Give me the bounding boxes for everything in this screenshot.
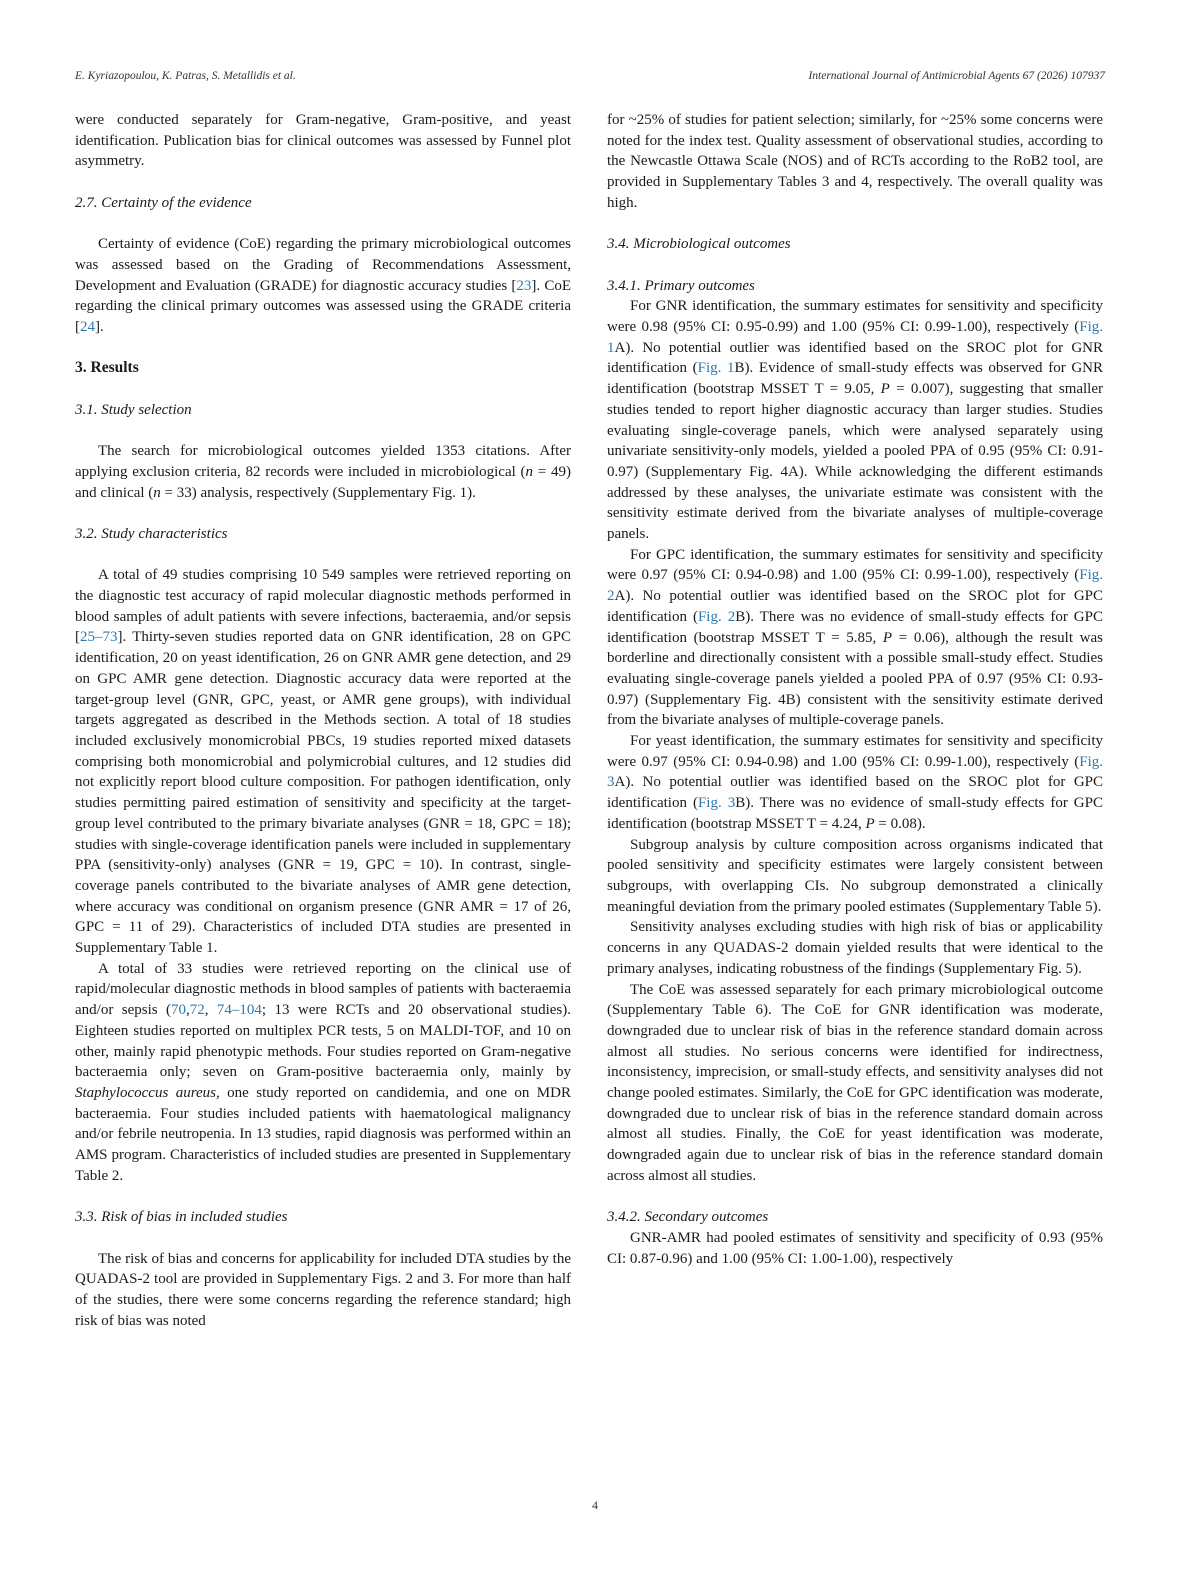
fig-link-3a[interactable]: Fig. 3	[607, 753, 1103, 791]
heading-3-4: 3.4. Microbiological outcomes	[607, 236, 791, 253]
paragraph-risk-of-bias: The risk of bias and concerns for applicability for included DTA studies by the QUADAS-2 tool are provided in Supplementary Figs. 2 and 3. For more than half of the studies, there were some concerns regarding the reference standard; high risk of bias was noted	[75, 1250, 571, 1329]
ref-link-74-104[interactable]: 74–104	[216, 1002, 262, 1019]
ref-link-23[interactable]: 23	[516, 277, 532, 294]
ref-link-70[interactable]: 70	[171, 1002, 186, 1019]
paragraph-clinical-studies: A total of 33 studies were retrieved reporting on the clinical use of rapid/molecular diagnostic methods in blood samples of patients with bacteraemia and/or sepsis (70,72, 74–104; 13 were RCTs and 20 observational studies). Eighteen studies reported on multiplex PCR tests, 5 on MALDI-TOF, and 10 on other, mainly rapid phenotypic methods. Four studies reported on Gram-negative bacteraemia only; seven on Gram-positive bacteraemia only, mainly by Staphylococcus aureus, one study reported on candidemia, and one on MDR bacteraemia. Four studies included patients with haematological malignancy and/or febrile neutropenia. In 13 studies, rapid diagnosis was performed within an AMS program. Characteristics of included studies are presented in Supplementary Table 2.	[75, 960, 572, 1184]
heading-3-4-1: 3.4.1. Primary outcomes	[607, 277, 755, 294]
paragraph-sensitivity: Sensitivity analyses excluding studies with high risk of bias or applicability concerns in any QUADAS-2 domain yielded results that were identical to the primary analyses, indicating robustness of the findings (Supplementary Fig. 5).	[607, 919, 1103, 977]
paragraph-subgroup: Subgroup analysis by culture composition across organisms indicated that pooled sensitivity and specificity estimates were largely consistent between subgroups, with overlapping CIs. No subgroup demonstrated a clinically meaningful deviation from the primary pooled estimates (Supplementary Table 5).	[607, 836, 1103, 915]
paragraph-gpc: For GPC identification, the summary estimates for sensitivity and specificity were 0.97 (95% CI: 0.94-0.98) and 1.00 (95% CI: 0.99-1.00), respectively (Fig. 2A). No potential outlier was identified based on the SROC plot for GPC identification (Fig. 2B). There was no evidence of small-study effects for GPC identification (bootstrap MSSET T = 5.85, P = 0.06), although the result was borderline and directionally consistent with a possible small-study effect. Studies evaluating single-coverage panels yielded a pooled PPA of 0.97 (95% CI: 0.93-0.97) (Supplementary Fig. 4B) consistent with the sensitivity estimate derived from the bivariate analyses of multiple-coverage panels.	[607, 546, 1103, 729]
left-column	[75, 110, 571, 1331]
ref-link-24[interactable]: 24	[80, 319, 95, 335]
ref-link-25-73[interactable]: 25–73	[80, 629, 118, 646]
fig-link-2b[interactable]: Fig. 2	[697, 608, 736, 625]
paragraph-certainty: Certainty of evidence (CoE) regarding the primary microbiological outcomes was assessed based on the Grading of Recommendations Assessment, Development and Evaluation (GRADE) for diagnostic accuracy studies [23]. CoE regarding the clinical primary outcomes was assessed using the GRADE criteria [24].	[75, 236, 571, 335]
header-authors: E. Kyriazopoulou, K. Patras, S. Metallidis et al.	[75, 70, 296, 82]
paragraph-coe: The CoE was assessed separately for each primary microbiological outcome (Supplementary Table 6). The CoE for GNR identification was moderate, downgraded due to unclear risk of bias in the reference standard domain across almost all studies. No serious concerns were identified for indirectness, inconsistency, imprecision, or small-study effects, and sensitivity analyses did not change pooled estimates. Similarly, the CoE for GPC identification was moderate, downgraded due to unclear risk of bias in the reference standard domain across almost all studies. Finally, the CoE for yeast identification was moderate, downgraded again due to unclear risk of bias in the reference standard domain across almost all studies.	[607, 981, 1103, 1184]
header-journal: International Journal of Antimicrobial Agents 67 (2026) 107937	[808, 70, 1105, 82]
heading-3-3: 3.3. Risk of bias in included studies	[75, 1209, 288, 1226]
ref-link-72[interactable]: 72	[189, 1002, 205, 1019]
paragraph-study-characteristics: A total of 49 studies comprising 10 549 samples were retrieved reporting on the diagnostic test accuracy of rapid molecular diagnostic methods performed in blood samples of adult patients with severe infections, bacteraemia, and/or sepsis [25–73]. Thirty-seven studies reported data on GNR identification, 28 on GPC identification, 20 on yeast identification, 26 on GNR AMR gene detection, and 29 on GPC AMR gene detection. Diagnostic accuracy data were reported at the target-group level (GNR, GPC, yeast, or AMR gene groups), with individual targets aggregated as described in the Methods section. A total of 18 studies included exclusively monomicrobial PBCs, 19 studies reported mixed datasets comprising both monomicrobial and polymicrobial cultures, and 12 studies did not explicitly report blood culture composition. For pathogen identification, only studies permitting paired estimation of sensitivity and specificity at the target-group level contributed to the primary bivariate analyses (GNR = 18, GPC = 18); studies with single-coverage identification panels were included in supplementary PPA (sensitivity-only) analyses (GNR = 19, GPC = 10). In contrast, single-coverage panels contributed to the bivariate analyses of AMR gene detection, where accuracy was conditional on organism presence (GNR AMR = 17 of 26, GPC = 11 of 29). Characteristics of included DTA studies are presented in Supplementary Table 1.	[75, 567, 571, 957]
fig-link-3b[interactable]: Fig. 3	[697, 795, 736, 812]
heading-3-4-2: 3.4.2. Secondary outcomes	[607, 1209, 769, 1226]
paragraph-yeast: For yeast identification, the summary estimates for sensitivity and specificity were 0.97 (95% CI: 0.94-0.98) and 1.00 (95% CI: 0.99-1.00), respectively (Fig. 3A). No potential outlier was identified based on the SROC plot for GPC identification (Fig. 3B). There was no evidence of small-study effects for GPC identification (bootstrap MSSET T = 4.24, P = 0.08).	[607, 733, 1103, 832]
right-column	[607, 110, 1103, 1269]
paragraph: were conducted separately for Gram-negative, Gram-positive, and yeast identification. Publication bias for clinical outcomes was assessed by Funnel plot asymmetry.	[75, 112, 571, 170]
fig-link-1a[interactable]: Fig. 1	[607, 319, 1103, 356]
paragraph-study-selection: The search for microbiological outcomes yielded 1353 citations. After applying exclusion criteria, 82 records were included in microbiological (n = 49) and clinical (n = 33) analysis, respectively (Supplementary Fig. 1).	[75, 443, 571, 501]
heading-results: 3. Results	[75, 359, 139, 377]
fig-link-2a[interactable]: Fig. 2	[607, 567, 1103, 605]
heading-3-1: 3.1. Study selection	[75, 401, 192, 418]
page-number: 4	[592, 1498, 598, 1512]
heading-3-2: 3.2. Study characteristics	[75, 525, 228, 542]
heading-2-7: 2.7. Certainty of the evidence	[75, 194, 252, 211]
paragraph: for ~25% of studies for patient selection; similarly, for ~25% some concerns were noted for the index test. Quality assessment of observational studies, according to the Newcastle Ottawa Scale (NOS) and of RCTs according to the RoB2 tool, are provided in Supplementary Tables 3 and 4, respectively. The overall quality was high.	[607, 112, 1103, 211]
paragraph-gnr: For GNR identification, the summary estimates for sensitivity and specificity were 0.98 (95% CI: 0.95-0.99) and 1.00 (95% CI: 0.99-1.00), respectively (Fig. 1A). No potential outlier was identified based on the SROC plot for GNR identification (Fig. 1B). Evidence of small-study effects was observed for GNR identification (bootstrap MSSET T = 9.05, P = 0.007), suggesting that smaller studies tended to report higher diagnostic accuracy than larger studies. Studies evaluating single-coverage panels, which were analysed separately using univariate sensitivity-only models, yielded a pooled PPA of 0.95 (95% CI: 0.91-0.97) (Supplementary Fig. 4A). While acknowledging the different estimands addressed by these analyses, the univariate estimate was consistent with the sensitivity estimate derived from the bivariate analyses of multiple-coverage panels.	[607, 298, 1104, 543]
paragraph-secondary: GNR-AMR had pooled estimates of sensitivity and specificity of 0.93 (95% CI: 0.87-0.96) and 1.00 (95% CI: 1.00-1.00), respectively	[607, 1229, 1103, 1267]
fig-link-1b[interactable]: Fig. 1	[697, 360, 735, 377]
